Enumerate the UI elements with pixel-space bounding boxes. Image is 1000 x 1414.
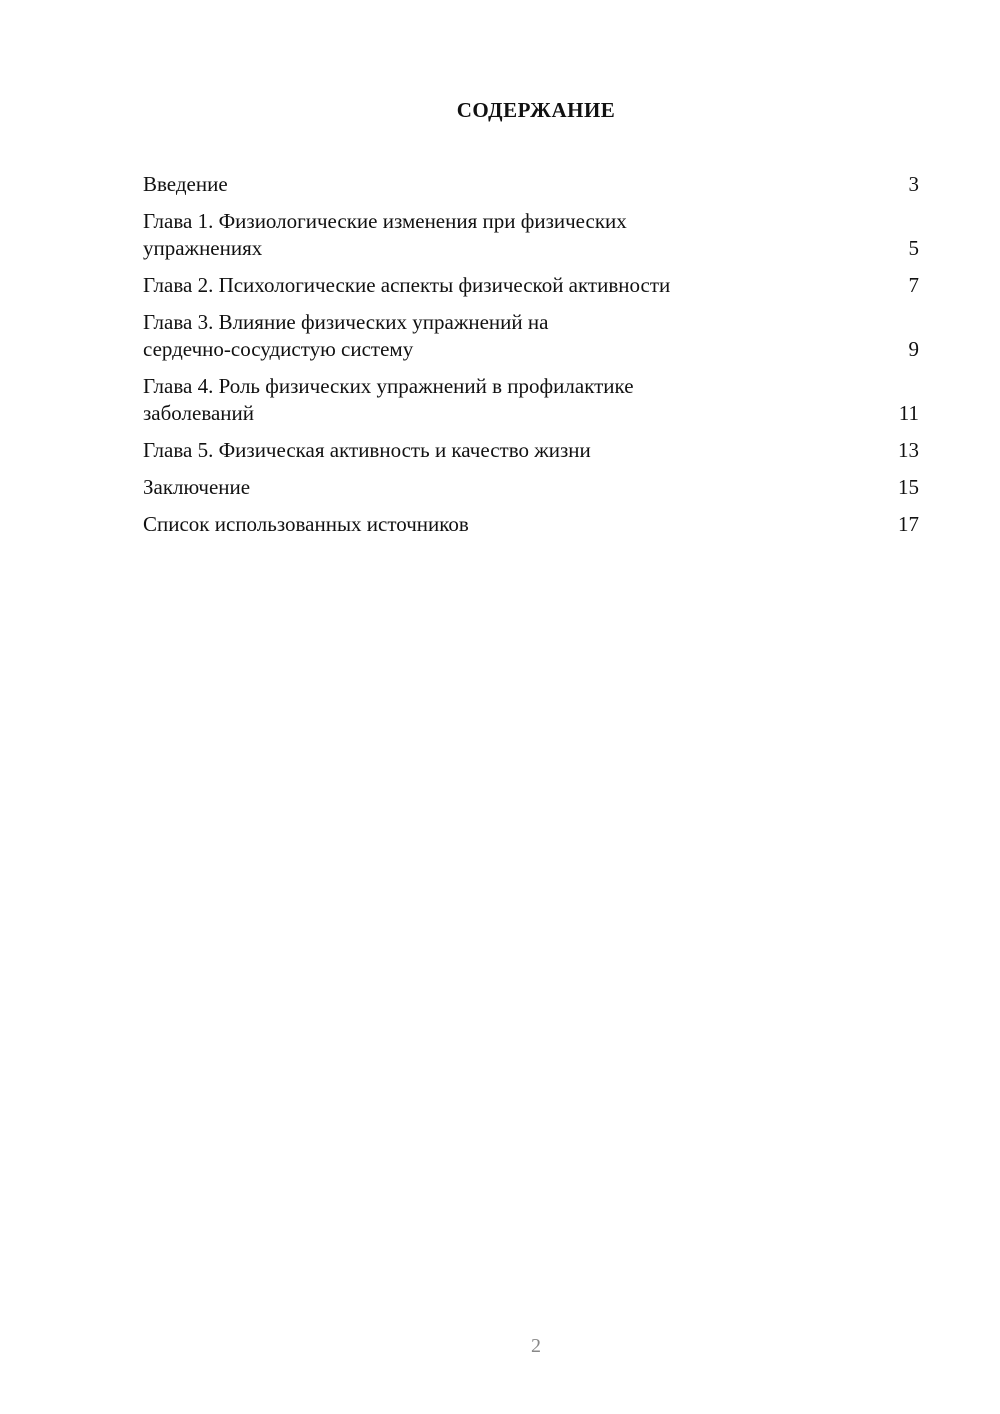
toc-entry-title [143, 272, 670, 299]
toc-entry-line: Заключение [143, 475, 251, 499]
toc-entry-references [143, 511, 919, 538]
toc-entry-conclusion [143, 474, 919, 501]
toc-entry-title [143, 511, 469, 538]
toc-entry-line: заболеваний [143, 401, 254, 425]
toc-entry-chapter-4 [143, 373, 919, 427]
toc-entry-line: Глава 1. Физиологические изменения при физических [143, 209, 627, 233]
toc-entry-line: упражнениях [143, 236, 263, 260]
toc-entry-title [143, 373, 634, 427]
toc-entry-chapter-3 [143, 309, 919, 363]
toc-entry-introduction [143, 171, 919, 198]
toc-entry-page: 9 [908, 337, 919, 361]
toc-entry-line: Глава 4. Роль физических упражнений в профилактике [143, 374, 634, 398]
toc-entry-chapter-1 [143, 208, 919, 262]
toc-entry-page: 17 [898, 512, 919, 536]
table-of-contents [143, 171, 919, 548]
toc-heading: СОДЕРЖАНИЕ [456, 98, 616, 122]
toc-entry-page: 5 [908, 236, 919, 260]
toc-entry-title [143, 208, 627, 262]
toc-entry-line: Глава 2. Психологические аспекты физической активности [143, 273, 671, 297]
toc-entry-page: 15 [898, 475, 919, 499]
toc-entry-line: Глава 3. Влияние физических упражнений на [143, 310, 549, 334]
toc-entry-title [143, 437, 591, 464]
page-number: 2 [531, 1335, 541, 1357]
toc-entry-page: 7 [908, 273, 919, 297]
toc-entry-line: Введение [143, 172, 228, 196]
toc-entry-title [143, 309, 548, 363]
toc-entry-chapter-2 [143, 272, 919, 299]
toc-entry-line: сердечно-сосудистую систему [143, 337, 414, 361]
toc-entry-title [143, 474, 250, 501]
toc-entry-page: 13 [898, 438, 919, 462]
toc-entry-line: Глава 5. Физическая активность и качество жизни [143, 438, 591, 462]
toc-entry-title [143, 171, 228, 198]
toc-entry-line: Список использованных источников [143, 512, 469, 536]
toc-entry-chapter-5 [143, 437, 919, 464]
toc-entry-page: 3 [908, 172, 919, 196]
toc-entry-page: 11 [898, 401, 919, 425]
